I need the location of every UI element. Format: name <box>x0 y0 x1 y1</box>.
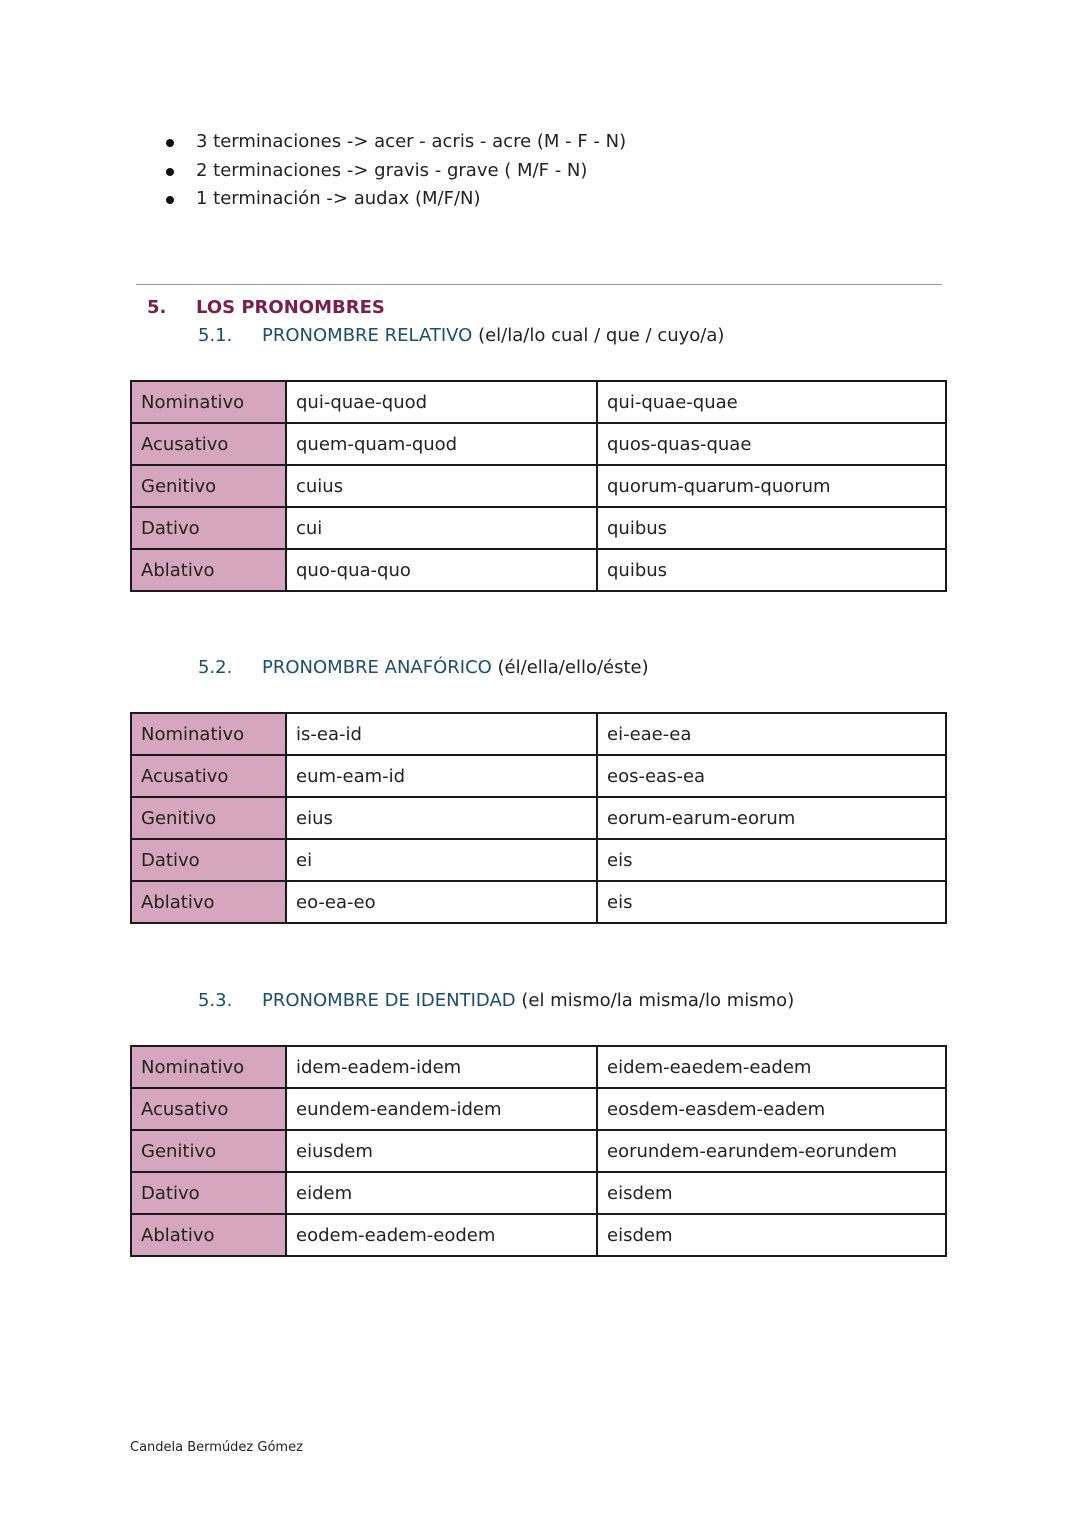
declension-table-relativo <box>130 380 947 592</box>
case-cell: Acusativo <box>131 1088 286 1130</box>
horizontal-divider <box>136 284 942 285</box>
plural-cell: eisdem <box>597 1214 946 1256</box>
section-number: 5. <box>147 297 167 318</box>
singular-cell: eum-eam-id <box>286 755 597 797</box>
singular-cell: qui-quae-quod <box>286 381 597 423</box>
table-row <box>131 1088 946 1130</box>
table-row <box>131 507 946 549</box>
subsection-gloss: (el/la/lo cual / que / cuyo/a) <box>472 325 725 346</box>
plural-cell: eos-eas-ea <box>597 755 946 797</box>
singular-cell: eodem-eadem-eodem <box>286 1214 597 1256</box>
plural-cell: eis <box>597 839 946 881</box>
plural-cell: quos-quas-quae <box>597 423 946 465</box>
table-row <box>131 423 946 465</box>
case-cell: Nominativo <box>131 381 286 423</box>
case-cell: Genitivo <box>131 465 286 507</box>
singular-cell: eius <box>286 797 597 839</box>
plural-cell: qui-quae-quae <box>597 381 946 423</box>
list-item-text: 1 terminación -> audax (M/F/N) <box>196 188 481 209</box>
plural-cell: eis <box>597 881 946 923</box>
table-row <box>131 1214 946 1256</box>
table-row <box>131 1046 946 1088</box>
case-cell: Acusativo <box>131 755 286 797</box>
singular-cell: is-ea-id <box>286 713 597 755</box>
table-row <box>131 1172 946 1214</box>
bullet-icon <box>166 168 174 176</box>
table-row <box>131 713 946 755</box>
subsection-name: PRONOMBRE ANAFÓRICO <box>262 657 492 678</box>
singular-cell: ei <box>286 839 597 881</box>
singular-cell: quo-qua-quo <box>286 549 597 591</box>
case-cell: Dativo <box>131 1172 286 1214</box>
list-item-text: 3 terminaciones -> acer - acris - acre (M - F - N) <box>196 131 627 152</box>
case-cell: Genitivo <box>131 1130 286 1172</box>
footer-author: Candela Bermúdez Gómez <box>130 1440 303 1455</box>
table-row <box>131 755 946 797</box>
subsection-name: PRONOMBRE RELATIVO <box>262 325 473 346</box>
plural-cell: eosdem-easdem-eadem <box>597 1088 946 1130</box>
list-item <box>166 157 626 186</box>
case-cell: Dativo <box>131 839 286 881</box>
subsection-heading-anaforico <box>198 657 649 678</box>
list-item <box>166 128 626 157</box>
plural-cell: ei-eae-ea <box>597 713 946 755</box>
bullet-icon <box>166 139 174 147</box>
plural-cell: eorundem-earundem-eorundem <box>597 1130 946 1172</box>
subsection-heading-relativo <box>198 325 724 346</box>
plural-cell: eisdem <box>597 1172 946 1214</box>
table-row <box>131 839 946 881</box>
case-cell: Ablativo <box>131 881 286 923</box>
singular-cell: eidem <box>286 1172 597 1214</box>
case-cell: Ablativo <box>131 1214 286 1256</box>
singular-cell: quem-quam-quod <box>286 423 597 465</box>
subsection-name: PRONOMBRE DE IDENTIDAD <box>262 990 516 1011</box>
table-row <box>131 549 946 591</box>
section-title: LOS PRONOMBRES <box>196 297 385 318</box>
singular-cell: eundem-eandem-idem <box>286 1088 597 1130</box>
table-row <box>131 1130 946 1172</box>
declension-table-identidad <box>130 1045 947 1257</box>
plural-cell: quorum-quarum-quorum <box>597 465 946 507</box>
table-row <box>131 881 946 923</box>
singular-cell: eo-ea-eo <box>286 881 597 923</box>
plural-cell: quibus <box>597 549 946 591</box>
singular-cell: cuius <box>286 465 597 507</box>
subsection-gloss: (él/ella/ello/éste) <box>491 657 649 678</box>
declension-table-anaforico <box>130 712 947 924</box>
case-cell: Dativo <box>131 507 286 549</box>
table-row <box>131 381 946 423</box>
subsection-number: 5.1. <box>198 325 233 346</box>
adjective-terminations-list <box>166 128 626 214</box>
case-cell: Ablativo <box>131 549 286 591</box>
list-item <box>166 185 626 214</box>
bullet-icon <box>166 196 174 204</box>
singular-cell: eiusdem <box>286 1130 597 1172</box>
table-row <box>131 465 946 507</box>
case-cell: Nominativo <box>131 1046 286 1088</box>
case-cell: Nominativo <box>131 713 286 755</box>
singular-cell: idem-eadem-idem <box>286 1046 597 1088</box>
list-item-text: 2 terminaciones -> gravis - grave ( M/F - N) <box>196 159 588 181</box>
subsection-heading-identidad <box>198 990 794 1011</box>
plural-cell: quibus <box>597 507 946 549</box>
plural-cell: eorum-earum-eorum <box>597 797 946 839</box>
case-cell: Acusativo <box>131 423 286 465</box>
subsection-number: 5.2. <box>198 657 233 678</box>
table-row <box>131 797 946 839</box>
subsection-number: 5.3. <box>198 990 233 1011</box>
subsection-gloss: (el mismo/la misma/lo mismo) <box>515 990 795 1011</box>
singular-cell: cui <box>286 507 597 549</box>
case-cell: Genitivo <box>131 797 286 839</box>
plural-cell: eidem-eaedem-eadem <box>597 1046 946 1088</box>
